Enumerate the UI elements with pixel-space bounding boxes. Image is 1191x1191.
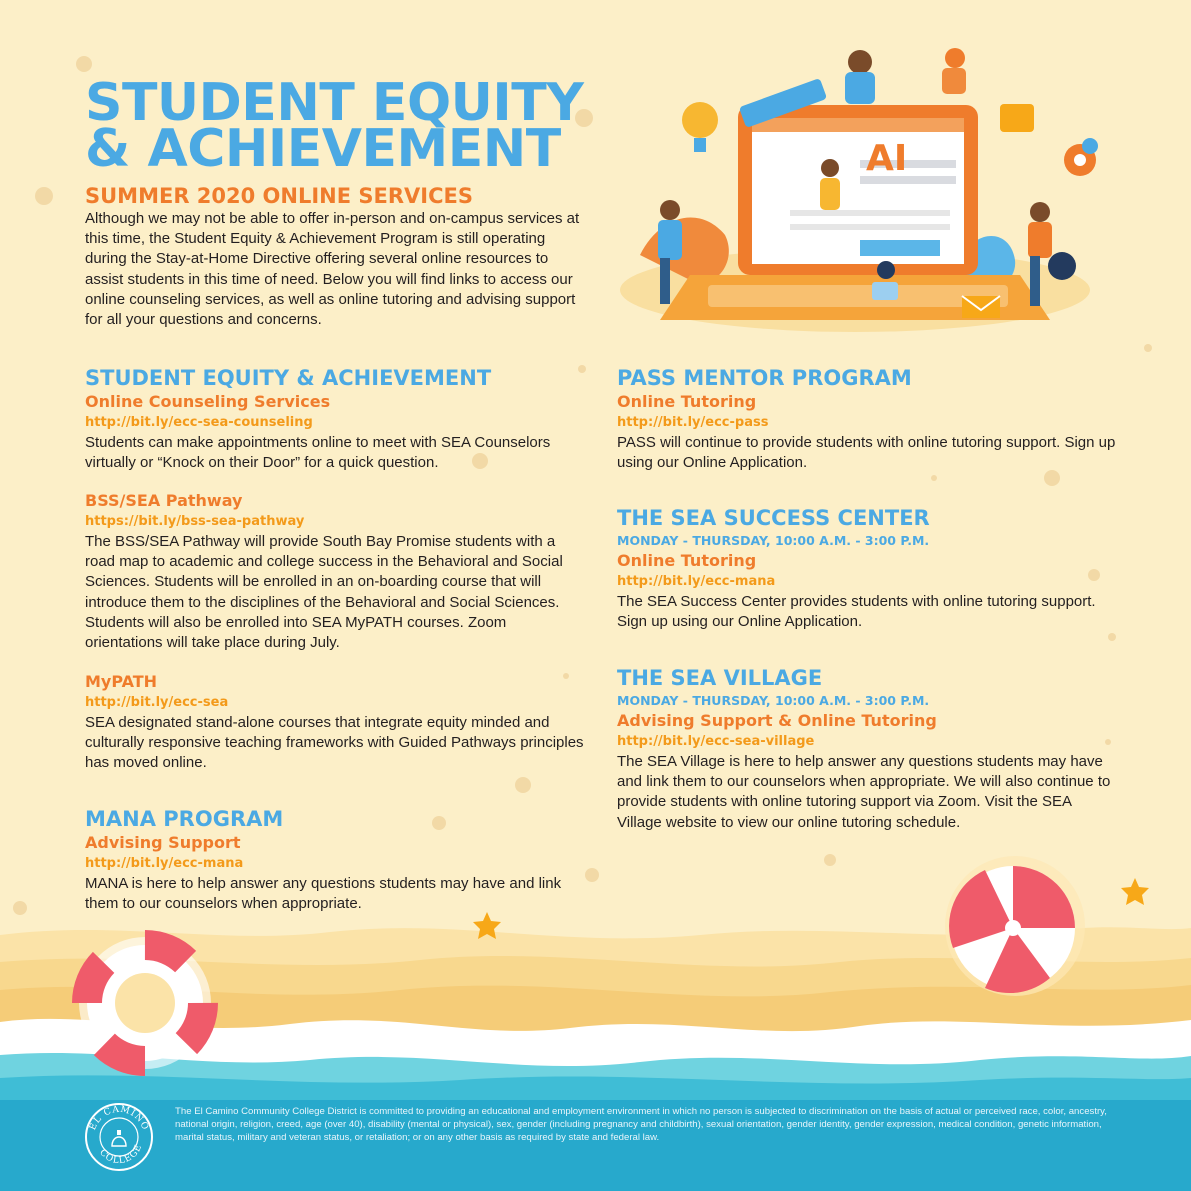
section-link[interactable]: http://bit.ly/ecc-mana xyxy=(617,574,776,589)
section-link[interactable]: http://bit.ly/ecc-sea-counseling xyxy=(85,415,313,430)
section-body: MANA is here to help answer any questions students may have and link them to our counselors when appropriate. xyxy=(85,875,562,913)
section-body: PASS will continue to provide students with online tutoring support. Sign up using our Online Application. xyxy=(617,434,1116,472)
section-body: SEA designated stand-alone courses that integrate equity minded and culturally responsive teaching frameworks with Guided Pathways principles has moved online. xyxy=(85,714,584,772)
section-sea-success-center xyxy=(617,505,1117,632)
section-sea-village xyxy=(617,665,1117,833)
section-sea-counseling xyxy=(85,365,585,473)
section-heading: STUDENT EQUITY & ACHIEVEMENT xyxy=(85,366,492,390)
section-link[interactable]: https://bit.ly/bss-sea-pathway xyxy=(85,514,305,529)
section-mana xyxy=(85,806,585,914)
page-subtitle: SUMMER 2020 ONLINE SERVICES xyxy=(85,184,473,208)
svg-text:AI: AI xyxy=(866,138,908,179)
section-heading: THE SEA SUCCESS CENTER xyxy=(617,506,930,530)
nondiscrimination-statement: The El Camino Community College District is committed to providing an educational and employment environment in which no person is subjected to discrimination on the basis of actual or perceived race, color, ancestry, national origin, religion, creed, age (over 40), disability (mental or physical), sex, gender (including pregnancy and childbirth), sexual orientation, gender identity, gender expression, medical condition, genetic information, marital status, military and veteran status, or retaliation; or on any other basis as required by state and federal law. xyxy=(175,1106,1107,1143)
section-link[interactable]: http://bit.ly/ecc-mana xyxy=(85,856,244,871)
section-heading: THE SEA VILLAGE xyxy=(617,666,823,690)
section-subheading: Advising Support & Online Tutoring xyxy=(617,711,937,730)
el-camino-college-seal-icon xyxy=(84,1102,154,1172)
seal-text-bottom: COLLEGE xyxy=(97,1142,145,1167)
section-link[interactable]: http://bit.ly/ecc-sea xyxy=(85,695,229,710)
section-bss-pathway xyxy=(85,490,585,653)
section-subheading: MyPATH xyxy=(85,672,158,691)
section-link[interactable]: http://bit.ly/ecc-sea-village xyxy=(617,734,815,749)
intro-paragraph: Although we may not be able to offer in-person and on-campus services at this time, the Student Equity & Achievement Program is still operating during the Stay-at-Home Directive offering several online resources to assist students in this time of need. Below you will find links to access our online counseling services, as well as online tutoring and advising support for all your questions and concerns. xyxy=(85,210,580,329)
section-hours: MONDAY - THURSDAY, 10:00 A.M. - 3:00 P.M. xyxy=(617,693,930,708)
title-line-1: STUDENT EQUITY xyxy=(85,73,584,133)
section-body: The SEA Success Center provides students with online tutoring support. Sign up using our Online Application. xyxy=(617,593,1096,631)
section-mypath xyxy=(85,671,585,774)
section-subheading: Online Tutoring xyxy=(617,551,757,570)
section-heading: PASS MENTOR PROGRAM xyxy=(617,366,912,390)
section-heading: MANA PROGRAM xyxy=(85,807,284,831)
title-line-2: & ACHIEVEMENT xyxy=(85,119,561,179)
section-hours: MONDAY - THURSDAY, 10:00 A.M. - 3:00 P.M. xyxy=(617,533,930,548)
section-body: Students can make appointments online to meet with SEA Counselors virtually or “Knock on their Door” for a quick question. xyxy=(85,434,551,472)
page-title xyxy=(85,73,584,179)
section-subheading: Online Counseling Services xyxy=(85,392,331,411)
life-ring-icon xyxy=(79,937,211,1069)
seal-text-top: EL CAMINO xyxy=(88,1104,151,1133)
section-link[interactable]: http://bit.ly/ecc-pass xyxy=(617,415,769,430)
section-body: The SEA Village is here to help answer any questions students may have and link them to our counselors when appropriate. We will also continue to provide students with online tutoring support via Zoom. Visit the SEA Village website to view our online tutoring schedule. xyxy=(617,753,1111,831)
laptop-illustration xyxy=(620,48,1098,332)
section-subheading: Advising Support xyxy=(85,833,241,852)
section-pass-mentor xyxy=(617,365,1117,473)
section-subheading: BSS/SEA Pathway xyxy=(85,491,243,510)
beach-ball-icon xyxy=(945,856,1085,996)
section-body: The BSS/SEA Pathway will provide South Bay Promise students with a road map to academic and college success in the Behavioral and Social Sciences. Students will be enrolled in an on-boarding course that will introduce them to the disciplines of the Behavioral and Social Sciences. Students will also be enrolled into SEA MyPATH courses. Zoom orientations will take place during July. xyxy=(85,533,563,652)
section-subheading: Online Tutoring xyxy=(617,392,757,411)
